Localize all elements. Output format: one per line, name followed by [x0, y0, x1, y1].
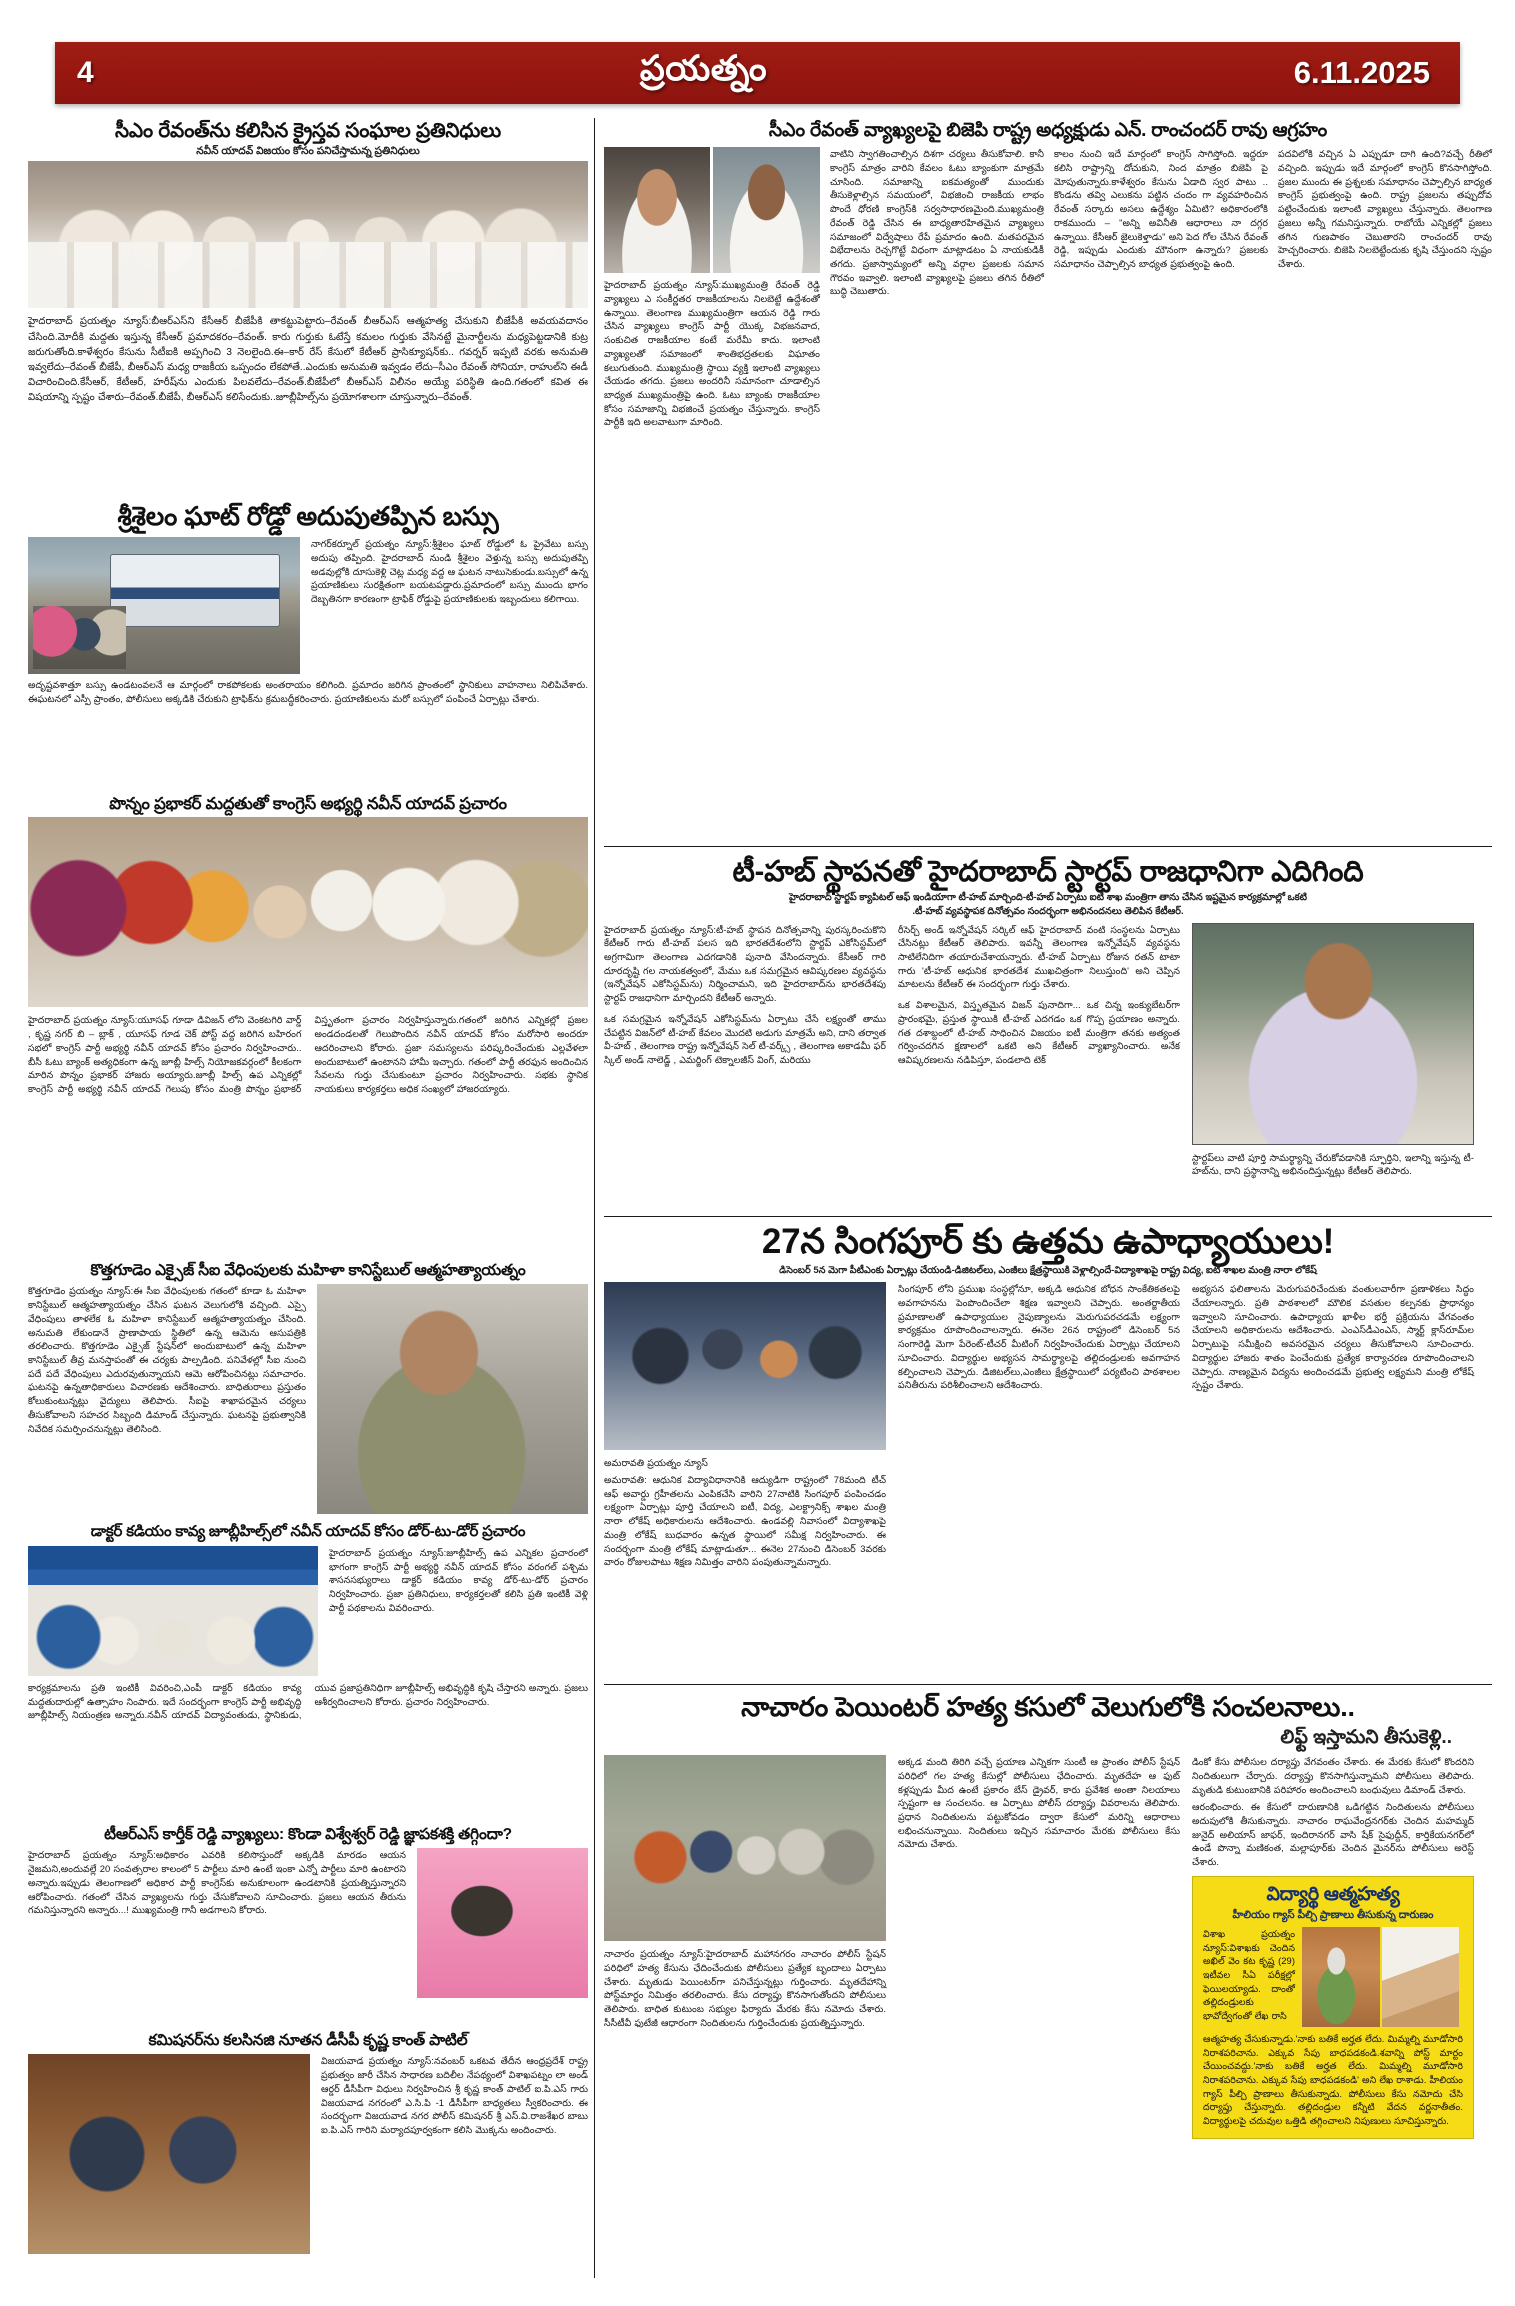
headline-ponnam-campaign: పొన్నం ప్రభాకర్ మద్దతుతో కాంగ్రెస్ అభ్యర్థి నవీన్ యాదవ్ ప్రచారం	[109, 795, 507, 813]
headline-nacharam-murder: నాచారం పెయింటర్ హత్య కసులో వెలుగులోకి సంచలనాలు..	[741, 1692, 1355, 1722]
publication-date: 6.11.2025	[1293, 55, 1430, 90]
body-nacharam-col3b: డింకో కేసు పోలీసుల దర్యాప్తు వేగవంతం చేశారు. ఈ మేరకు కేసులో కొందరిని నిందితులుగా చేర్చారు. దర్యాప్తు కొనసాగిస్తున్నామని పోలీసులు తెలిపారు. మృతుడి కుటుంబానికి పరిహారం అందించాలని బంధువులు డిమాండ్ చేశారు.	[1192, 1756, 1474, 1795]
body-christian-groups: హైదరాబాద్ ప్రయత్నం న్యూస్:బీఆర్ఎస్‌ని కేసీఆర్ బీజేపీకి తాకట్టుపెట్టారు–రేవంత్ బీఆర్ఎస్ ఆత్మహత్య చేసుకుని బీజేపీకి అవయవదానం చేసింది.మోదీకి మద్దతు ఇస్తున్న కేసీఆర్ ప్రమాదకరం–రేవంత్. కారు గుర్తుకు ఓటేస్తే కమలం గుర్తుకు వేసినట్టే మైనార్టీలను మధ్యపెట్టడానికి కుట్ర జరుగుతోంది.కాళేశ్వరం కేసును సీటీఐకి అప్పగించి 3 నెలలైంది.ఈ–కార్ రేస్ కేసులో కేటీఆర్ ప్రాసిక్యూషన్‌కు.. గవర్నర్ ఇప్పటి వరకు అనుమతి ఇవ్వలేదు–రేవంత్ బీజేపీ, బీఆర్ఎస్ మధ్య రాజకీయ ఒప్పందం లేకపోతే..ఎందుకు అనుమతి ఇవ్వడం లేదు–సీఎం రేవంత్ సోనియా, రాహుల్‌ని ఈడీ విచారించింది.కేసీఆర్, కేటీఆర్, హరీష్‌ను ఎందుకు పిలవలేదు–రేవంత్.బీజేపీలో బీఆర్ఎస్ విలీనం అయ్యే పరిస్థితి ఉంది.గతంలో కవిత ఈ విషయాన్ని స్పష్టం చేశారు–రేవంత్.బీజేపీ, బీఆర్ఎస్ కలిసేందుకు..జూబ్లీహిల్స్‌ను ప్రయోగశాలగా చూస్తున్నారు–రేవంత్.	[28, 316, 588, 404]
photo-police-officers	[28, 2054, 310, 2254]
photo-ramchander-rao	[604, 147, 710, 273]
article-christian-groups	[28, 120, 588, 406]
body-kadiyam-kavya-2: కార్యక్రమాలను ప్రతి ఇంటికీ వివరించి,ఎంపీ డాక్టర్ కడియం కావ్య మద్దతుదారుల్లో ఉత్సాహం నింపారు. ఇదే సందర్భంగా కాంగ్రెస్ పార్టీ అభివృద్ధి జూబ్లీహిల్స్ నియంత్రణ అన్నారు.నవీన్ యాదవ్ విద్యావంతుడు, స్థానికుడు, యువ ప్రజాప్రతినిధిగా జూబ్లీహిల్స్ అభివృద్ధికి కృషి చేస్తారని అన్నారు. ప్రజలు ఆశీర్వదించాలని కోరారు. ప్రచారం నిర్వహించారు.	[28, 1681, 588, 1721]
article-trs-karthik	[28, 1826, 588, 1998]
section-rule-3	[604, 1684, 1492, 1685]
body-thub-col2b: ఒక విశాలమైన, విస్తృతమైన విజన్ పునాదిగా... ఒక చిన్న ఇంక్యుబేటర్‌గా ప్రారంభమై, ప్రస్తుత స్థాయికి టీ-హబ్ ఎదగడం ఒక గొప్ప ప్రయాణం అన్నారు. గత దశాబ్దంలో టీ-హబ్ సాధించిన విజయం ఐటీ మంత్రిగా తనకు అత్యంత గర్వించదగిన క్షణాలలో ఒకటి అని కేటీఆర్ వ్యాఖ్యానించారు. అనేక ఆవిష్కరణలను నడిపిస్తూ, పండలాది టెక్	[898, 999, 1180, 1065]
headline-ramchander-rao: సీఎం రేవంత్ వ్యాఖ్యలపై బిజెపి రాష్ట్ర అధ్యక్షుడు ఎన్. రాంచందర్ రావు ఆగ్రహం	[768, 120, 1328, 141]
body-singapore-col2: సింగపూర్ లోని ప్రముఖ సంస్థల్లోనూ, అక్కడి ఆధునిక బోధన సాంకేతికతలపై అవగాహనను పెంపొందించేలా శిక్షణ ఇవ్వాలని చెప్పారు. అంతర్జాతీయ ప్రమాణాలతో ఉపాధ్యాయుల నైపుణ్యాలను మెరుగుపరచడమే లక్ష్యంగా కార్యక్రమం రూపొందించాలన్నారు. ఈనెల 26న రాష్ట్రంలో డిసెంబర్ 5న సంగారెడ్డి మెగా పేరెంట్-టీచర్ మీటింగ్ నిర్వహించేందుకు ఏర్పాట్లు చేయాలని సూచించారు. విద్యార్థుల అభ్యసన సామర్థ్యాలపై తల్లిదండ్రులకు అవగాహన కల్పించాలని చెప్పారు. డిజిటల్‌లు,ఎంజీలు క్షేత్రస్థాయిలో పర్యటించి పాఠశాలల పనితీరును పరిశీలించాలని ఆదేశించారు.	[898, 1283, 1180, 1391]
body-thub-col1a: హైదరాబాద్ ప్రయత్నం న్యూస్:టీ-హబ్ స్థాపన దినోత్సవాన్ని పురస్కరించుకొని కేటీఆర్ గారు టీ-హబ్ పలస ఇది భారతదేశంలోని స్టార్టప్ ఎకోసిస్టమ్‌లో అగ్రగామిగా తెలంగాణ ఎదగడానికి పునాది వేసిందన్నారు. కేసీఆర్ గారి దూరదృష్టి గల నాయకత్వంలో, మేము ఒక సమగ్రమైన ఆవిష్కరణల వ్యవస్థను (ఇన్నోవేషన్ ఎకోసిస్టమ్‌ను) నిర్మించామని, ఇది హైదరాబాద్‌ను భారతదేశపు స్టార్టప్ రాజధానిగా మార్చిందని కేటీఆర్ అన్నారు.	[604, 923, 886, 1004]
body-thub-col2a: రీసెర్చ్ అండ్ ఇన్నోవేషన్ సర్కిల్ ఆఫ్ హైదరాబాద్ వంటి సంస్థలను ఏర్పాటు చేసినట్లు కేటీఆర్ తెలిపారు. ఇవన్నీ తెలంగాణ ఇన్నోవేషన్ వ్యవస్థను సాటిలేనిదిగా తయారుచేశాయన్నారు. టీ-హబ్ ఏర్పాటు రోజున రతన్ టాటా గారు 'టీ-హబ్ ఆధునిక భారతదేశ ముఖచిత్రంగా నిలుస్తుంది' అని చెప్పిన మాటలను కేటీఆర్ ఈ సందర్భంగా గుర్తు చేశారు.	[898, 923, 1180, 990]
photo-lokesh-review-meeting	[604, 1282, 886, 1450]
headline-kadiyam-kavya: డాక్టర్ కడియం కావ్య జూబ్లీహిల్స్‌లో నవీన్ యాదవ్ కోసం డోర్-టు-డోర్ ప్రచారం	[90, 1523, 526, 1540]
subhead-thub-2: .టీ-హబ్ వ్యవస్థాపక దినోత్సవం సందర్భంగా అభినందనలు తెలిపిన కేటీఆర్.	[912, 905, 1184, 917]
photo-christian-delegation	[28, 161, 588, 308]
body-srisailam-bus-1: నాగర్‌కర్నూల్ ప్రయత్నం న్యూస్:శ్రీశైలం ఘాట్ రోడ్డులో ఓ ప్రైవేటు బస్సు అదుపు తప్పింది. హైదరాబాద్ నుండి శ్రీశైలం వెళ్తున్న బస్సు అదుపుతప్పి అడవుల్లోకి దూసుకెళ్లి చెట్ల మధ్య వద్ద ఆ ఘటన నాటుసెకుండు.బస్సులో ఉన్న ప్రయాణికులు సురక్షితంగా బయటపడ్డారు.ప్రమాదంలో బస్సు ముందు భాగం దెబ్బతినగా కారణంగా ట్రాఫిక్ రోడ్డుపై ప్రయాణికులకు ఇబ్బందులు కలిగాయి.	[311, 538, 588, 604]
headline-thub: టీ-హబ్ స్థాపనతో హైదరాబాద్ స్టార్టప్ రాజధానిగా ఎదిగింది	[732, 856, 1364, 888]
body-kothagudem-constable: కొత్తగూడెం ప్రయత్నం న్యూస్:ఈ సీఐ వేధింపులకు గతంలో కూడా ఓ మహిళా కానిస్టేబుల్ ఆత్మహత్యాయత్నం చేసిన ఘటన వెలుగులోకి వచ్చింది. ఎస్సై వేధింపులు తాళలేక ఓ మహిళా కానిస్టేబుల్ ఆత్మహత్యాయత్నం చేసింది. అనుమతి లేకుండానే ప్రాణాపాయ స్థితిలో ఉన్న ఆమెను ఆసుపత్రికి తరలించారు. కొత్తగూడెం ఎక్సైజ్ స్టేషన్‌లో అందుబాటులో ఉన్న మహిళా కానిస్టేబుల్ తీవ్ర మనస్తాపంతో ఈ చర్యకు పాల్పడింది. పనివేళల్లో సీఐ నుంచి పదే పదే వేధింపులు ఎదురవుతున్నాయని ఆమె ఆరోపించినట్లు సమాచారం. ఘటనపై ఉన్నతాధికారులు విచారణకు ఆదేశించారు. బాధితురాలు ప్రస్తుతం కోలుకుంటున్నట్లు వైద్యులు తెలిపారు. సీఐపై శాఖాపరమైన చర్యలు తీసుకోవాలని సహచర సిబ్బంది డిమాండ్ చేస్తున్నారు. ఘటనపై ప్రభుత్వానికి నివేదిక సమర్పించనున్నట్లు తెలిసింది.	[28, 1285, 306, 1434]
subhead-nacharam-murder: లిఫ్ట్ ఇస్తామని తీసుకెళ్లి..	[1280, 1727, 1452, 1749]
body-kadiyam-kavya-1: హైదరాబాద్ ప్రయత్నం న్యూస్:జూబ్లీహిల్స్ ఉప ఎన్నికల ప్రచారంలో భాగంగా కాంగ్రెస్ పార్టీ అభ్యర్థి నవీన్ యాదవ్ కోసం వరంగల్ పశ్చిమ శాసనసభ్యురాలు డాక్టర్ కడియం కావ్య డోర్-టు-డోర్ ప్రచారం నిర్వహించారు. ప్రజా ప్రతినిధులు, కార్యకర్తలతో కలిసి ప్రతి ఇంటికీ వెళ్లి పార్టీ పథకాలను వివరించారు.	[329, 1546, 588, 1613]
body-commissioner-dcp: విజయవాడ ప్రయత్నం న్యూస్:నవంబర్ ఒకటవ తేదీన ఆంధ్రప్రదేశ్ రాష్ట్ర ప్రభుత్వం జారీ చేసిన సాధారణ బదిలీల నేపథ్యంలో విశాఖపట్నం లా అండ్ ఆర్డర్ డీసీపీగా విధులు నిర్వహించిన శ్రీ కృష్ణ కాంత్ పాటిల్ ఐ.పి.ఎస్ గారు విజయవాడ నగరంలో ఎ.సి.పి -1 డీసీపీగా బాధ్యతలు స్వీకరించారు. ఈ సందర్భంగా విజయవాడ నగర పోలీస్ కమిషనర్ శ్రీ ఎస్.వి.రాజశేఖర బాబు ఐ.పి.ఎస్ గారిని మర్యాదపూర్వకంగా కలిసి మొక్కను అందించారు.	[321, 2055, 588, 2135]
masthead-banner	[55, 42, 1460, 104]
article-kadiyam-kavya	[28, 1524, 588, 1809]
body-student-suicide-col1: విశాఖ ప్రయత్నం న్యూస్:విశాఖకు చెందిన అఖిల్ వెం కట కృష్ణ (29) ఇటీవల సీఏ పరీక్షల్లో ఫెయిలయ్యాడు. దాంతో తల్లిదండ్రులకు భావోద్వేగంతో లేఖ రాసి	[1203, 1927, 1295, 2022]
body-singapore-col1a: అమరావతి ప్రయత్నం న్యూస్	[604, 1457, 708, 1469]
section-rule-1	[604, 846, 1492, 847]
article-thub	[604, 856, 1492, 1178]
headline-christian-groups: సీఎం రేవంత్‌ను కలిసిన క్రైస్తవ సంఘాల ప్రతినిధులు	[115, 120, 501, 142]
photo-bus-ghat-road	[28, 537, 300, 674]
article-ponnam-campaign	[28, 795, 588, 1231]
headline-student-suicide: విద్యార్థి ఆత్మహత్య	[1266, 1883, 1400, 1905]
body-singapore-col3: అభ్యసన ఫలితాలను మెరుగుపరిచేందుకు వంతులవారీగా ప్రణాళికలు సిద్ధం చేయాలన్నారు. ప్రతి పాఠశాలలో మౌలిక వసతుల కల్పనకు ప్రాధాన్యం ఇవ్వాలని సూచించారు. ఉపాధ్యాయ ఖాళీల భర్తీ ప్రక్రియను వేగవంతం చేయాలని అధికారులను ఆదేశించారు. ఎంఎస్‌డీఎంఎస్, స్మార్ట్ క్లాస్‌రూమ్‌ల ఏర్పాటుపై సమీక్షించి అవసరమైన చర్యలు తీసుకోవాలని సూచించారు. విద్యార్థుల హాజరు శాతం పెంచేందుకు ప్రత్యేక కార్యాచరణ రూపొందించాలని చెప్పారు. నాణ్యమైన విద్యను అందించడమే ప్రభుత్వ లక్ష్యమని మంత్రి లోకేష్ స్పష్టం చేశారు.	[1192, 1283, 1474, 1391]
article-kothagudem-constable	[28, 1262, 588, 1514]
body-nacharam-col2: అక్కడ మంది తిరిగి వచ్చే ప్రయాణ ఎన్నికగా సుంటీ ఆ ప్రాంతం పోలీస్ స్టేషన్ పరిధిలో గల హత్య కేసుల్లో పోలీసులు ఛేదించారు. మృతదేహ ఆ ఫుట్ కళ్లప్పుడు మీద ఉంటే ప్రకారం బేస్ డ్రైవర్, కారు ప్రవేశిక అంతా నిలయాలు స్పష్టంగా ఆ సంచలనం. ఆ ఏర్పాటు పోలీస్ దర్యాప్తు వివరాలను తెలిపారు. ప్రధాన నిందితులను పట్టుకోవడం ద్వారా కేసులో మరిన్ని ఆధారాలు లభించనున్నాయి. నిందితులు ఇచ్చిన సమాచారం మేరకు పోలీసులు కేసు నమోదు చేశారు.	[898, 1756, 1180, 1850]
photo-nacharam-street	[604, 1755, 886, 1941]
article-commissioner-dcp	[28, 2032, 588, 2254]
body-singapore-col1b: అమరావతి: ఆధునిక విద్యావిధానానికి ఆద్యుడిగా రాష్ట్రంలో 78మంది టీచ్ ఆఫ్ అవార్డు గ్రహీతలను ఎంపికచేసి వారిని 27నాటికి సింగపూర్ పంపించడం లక్ష్యంగా ఏర్పాట్లు పూర్తి చేయాలని ఐటీ, విద్య, ఎలక్ట్రానిక్స్ శాఖల మంత్రి నారా లోకేష్ అధికారులను ఆదేశించారు. ఉండవల్లి నివాసంలో విద్యాశాఖపై మంత్రి లోకేష్ బుధవారం ఉన్నత స్థాయిలో సమీక్ష నిర్వహించారు. ఈ సందర్భంగా మంత్రి లోకేష్ మాట్లాడుతూ... ఈనెల 27నుంచి డిసెంబర్ 3వరకు వారం రోజులపాటు శిక్షణ నిమిత్తం వారిని పంపుతున్నామన్నారు.	[604, 1473, 886, 1568]
body-srisailam-bus-2: అదృష్టవశాత్తూ బస్సు ఉండటంవలనే ఆ మార్గంలో రాకపోకలకు అంతరాయం కలిగింది. ప్రమాదం జరిగిన ప్రాంతంలో స్థానికులు వాహనాలు నిలిపివేశారు. ఈఘటనలో ఎస్పీ ప్రాంతం, పోలీసులు అక్కడికి చేరుకుని ట్రాఫిక్‌ను క్రమబద్ధీకరించారు. ప్రయాణికులను మరో బస్సులో పంపించే ఏర్పాట్లు చేశారు.	[28, 679, 588, 704]
body-ramchander-rao-col2: వాటిని స్వాగతించాల్సిన దిశగా చర్యలు తీసుకోవాలి. కానీ కాంగ్రెస్ మాత్రం వారిని కేవలం ఓటు బ్యాంకుగా మాత్రమే చూసింది. సమాజాన్ని ఐకమత్యంతో ముందుకు తీసుకెళ్లాల్సిన సమయంలో, విభజించి రాజకీయ లాభం పొందే ధోరణి కాంగ్రెస్‌కి సర్వసాధారణమైంది.ముఖ్యమంత్రి రేవంత్ రెడ్డి చేసిన ఈ బాధ్యతారహితమైన వ్యాఖ్యలు సమాజంలో విద్వేషాలు రేపే ప్రమాదం ఉంది. మతపరమైన విభేదాలను రెచ్చగొట్టే విధంగా మాట్లాడటం ఏ నాయకుడికీ తగదు. ప్రజాస్వామ్యంలో అన్ని వర్గాల ప్రజలకు సమాన గౌరవం ఇవ్వాలి. ఇలాంటి వ్యాఖ్యలపై ప్రజలు తగిన రీతిలో బుద్ధి చెబుతారు.	[830, 148, 1044, 297]
photo-congress-banner	[28, 1546, 318, 1676]
body-thub-col1b: ఒక సమగ్రమైన ఇన్నోవేషన్ ఎకోసిస్టమ్‌ను ఏర్పాటు చేసే లక్ష్యంతో తాము చేపట్టిన విజన్‌లో టీ-హబ్ కేవలం మొదటి అడుగు మాత్రమే అని, దాని తర్వాత వీ-హబ్ , తెలంగాణ రాష్ట్ర ఇన్నోవేషన్ సెల్ టీ-వర్క్స్ , తెలంగాణ అకాడమీ ఫర్ స్కిల్ అండ్ నాలెడ్జ్ , ఎమర్జింగ్ టెక్నాలజీస్ వింగ్, మరియు	[604, 1012, 886, 1065]
headline-srisailam-bus: శ్రీశైలం ఘాట్ రోడ్డో అదుపుతప్పిన బస్సు	[117, 501, 499, 531]
body-trs-karthik: హైదరాబాద్ ప్రయత్నం న్యూస్:అధికారం ఎవరికి కలిసొస్తుందో అక్కడికి మారడం ఆయన నైజమని,అందువల్లే 20 సంవత్సరాల కాలంలో 5 పార్టీలు మారి ఉంటే ఇంకా ఎన్నో పార్టీలు మారి ఉంటారని అన్నారు.ఇప్పుడు తెలంగాణలో అధికార పార్టీ కాంగ్రెస్‌కు అనుకూలంగా ఉండటానికి ప్రయత్నిస్తున్నారని ఆరోపించారు. గతంలో చేసిన వ్యాఖ్యలను గుర్తు చేసుకోవాలని సూచించారు. ప్రజలు ఆయన తీరును గమనిస్తున్నారని అన్నారు...! ముఖ్యమంత్రి గానీ అడగాలని కోరారు.	[28, 1849, 406, 1916]
article-ramchander-rao	[604, 120, 1492, 429]
column-divider	[594, 118, 595, 2278]
subhead-thub-1: హైదరాబాద్ స్టార్టప్ క్యాపిటల్ ఆఫ్ ఇండియాగా టీ-హబ్ మార్చింది-టీ-హబ్ ఏర్పాటు ఐటీ శాఖ మంత్రిగా తాను చేసిన ఇష్టమైన కార్యక్రమాల్లో ఒకటి	[788, 892, 1308, 904]
body-student-suicide: ఆత్మహత్య చేసుకున్నాడు.'నాకు బతికే అర్హత లేదు. మిమ్మల్ని మూడోసారి నిరాశపరిచాను. ఎక్కువ సేపు బాధపడకండి.శవాన్ని పోస్ట్ మార్టం చేయించవద్దు.'నాకు బతికే అర్హత లేదు. మిమ్మల్ని మూడోసారి నిరాశపరిచాను. ఎక్కువ సేపు బాధపడకండి' అని లేఖ రాశాడు. హీలియం గ్యాస్ పీల్చి ప్రాణాలు తీసుకున్నాడు. పోలీసులు కేసు నమోదు చేసి దర్యాప్తు చేస్తున్నారు. తల్లిదండ్రుల కన్నీటి వేదన వర్ణనాతీతం. విద్యార్థులపై చదువుల ఒత్తిడి తగ్గించాలని నిపుణులు సూచిస్తున్నారు.	[1203, 2032, 1463, 2127]
headline-kothagudem-constable: కొత్తగూడెం ఎక్సైజ్ సీఐ వేధింపులకు మహిళా కానిస్టేబుల్ ఆత్మహత్యాయత్నం	[90, 1262, 526, 1279]
headline-trs-karthik: టీఆర్ఎస్ కార్తీక్ రెడ్డి వ్యాఖ్యలు: కొండా విశ్వేశ్వర్ రెడ్డి జ్ఞాపకశక్తి తగ్గిందా?	[104, 1826, 512, 1843]
page-number: 4	[77, 56, 94, 89]
body-ponnam-campaign: హైదరాబాద్ ప్రయత్నం న్యూస్:యూసఫ్ గూడా డివిజన్ లోని వెంకటగిరి వార్డ్ , కృష్ణ నగర్ బి – బ్లాక్ , యూసఫ్ గూడ చెక్ పోస్ట్ వద్ద జరిగిన బహిరంగ సభలో కాంగ్రెస్ పార్టీ అభ్యర్థి నవీన్ యాదవ్ కోసం ప్రచారం నిర్వహించారు.. బీసీ ఓటు బ్యాంక్ అత్యధికంగా ఉన్న జూబ్లీ హిల్స్ నియోజకవర్గంలో కీలకంగా మారిన పొన్నం ప్రభాకర్ హాజరు అయ్యారు.జూబ్లీ హిల్స్ ఉప ఎన్నికల్లో కాంగ్రెస్ పార్టీ అభ్యర్థి నవీన్ యాదవ్ గెలుపు కోసం మంత్రి పొన్నం ప్రభాకర్ విస్తృతంగా ప్రచారం నిర్వహిస్తున్నారు.గతంలో జరిగిన ఎన్నికల్లో ప్రజల అండదండలతో గెలుపొందిన నవీన్ యాదవ్ కోసం మరోసారి అందరూ ఆదరించాలని కోరారు. ప్రజా సమస్యలను పరిష్కరించేందుకు ఎల్లవేళలా అందుబాటులో ఉంటానని హామీ ఇచ్చారు. గతంలో పార్టీ తరఫున అందించిన సేవలను గుర్తు చేసుకుంటూ ప్రచారం నిర్వహించారు. సభకు స్థానిక నాయకులు కార్యకర్తలు అధిక సంఖ్యలో హాజరయ్యారు.	[28, 1014, 588, 1095]
photo-pink-car-man	[417, 1848, 588, 1998]
newspaper-title: ప్రయత్నం	[639, 49, 768, 88]
subhead-singapore-teachers: డిసెంబర్ 5న మెగా పీటీఎంకు ఏర్పాట్లు చేయండి-డిజిటల్‌లు, ఎంజీలు క్షేత్రస్థాయికి వెళ్లాల్సిందే-విద్యాశాఖపై రాష్ట్ర విద్య, ఐటీ శాఖల మంత్రి నారా లోకేష్	[779, 1265, 1317, 1277]
article-srisailam-bus	[28, 492, 588, 706]
headline-singapore-teachers: 27న సింగపూర్ కు ఉత్తమ ఉపాధ్యాయులు!	[761, 1222, 1335, 1261]
headline-commissioner-dcp: కమిషనర్‌ను కలసినజి నూతన డీసీపీ కృష్ణ కాంత్ పాటిల్	[148, 2032, 468, 2049]
student-suicide-box	[1192, 1876, 1474, 2139]
photo-revanth-reddy	[713, 147, 820, 273]
body-nacharam-col1: నాచారం ప్రయత్నం న్యూస్:హైదరాబాద్ మహానగరం నాచారం పోలీస్ స్టేషన్ పరిధిలో హత్య కేసును ఛేదించేందుకు పోలీసులు ప్రత్యేక బృందాలు ఏర్పాటు చేశారు. మృతుడు పెయింటర్‌గా పనిచేస్తున్నట్లు గుర్తించారు. మృతదేహాన్ని పోస్ట్‌మార్టం నిమిత్తం తరలించారు. కేసు దర్యాప్తు కొనసాగుతోందని పోలీసులు తెలిపారు. బాధిత కుటుంబ సభ్యుల ఫిర్యాదు మేరకు కేసు నమోదు చేశారు. సీసీటీవీ ఫుటేజీ ఆధారంగా నిందితులను గుర్తించేందుకు ప్రయత్నిస్తున్నారు.	[604, 1948, 886, 2028]
body-ramchander-rao-col3: కాలం నుంచి ఇదే మార్గంలో కాంగ్రెస్ సాగిస్తోంది. ఇద్దరూ కలిసి రాష్ట్రాన్ని దోచుకుని, నింద మాత్రం బిజెపి పై మోపుతున్నారు.కాళేశ్వరం కేసును ఏడాది స్వర పాటు .. కొండను తవ్వి ఎలుకను పట్టిన చందం గా వ్యవహరించిన రేవంత్ సర్కారు అసలు ఉద్దేశ్యం ఏమిటి? అధికారంలోకి రాకముందు – "అన్ని అవినీతి ఆధారాలు నా దగ్గర ఉన్నాయి. కేసీఆర్ జైలుకెళ్తాడు" అని పెద గోల చేసిన రేవంత్ రెడ్డి, ఇప్పుడు ఎందుకు మౌనంగా ఉన్నారు? ప్రజలకు సమాధానం చెప్పాల్సిన బాధ్యత ప్రభుత్వంపై ఉంది.	[1054, 148, 1268, 270]
body-nacharam-col3: ఆరంభించారు. ఈ కేసులో దారుణానికి ఒడిగట్టిన నిందితులను పోలీసులు అదుపులోకి తీసుకున్నారు. నాచారం రాఘవేంద్రనగర్‌కు చెందిన మహమ్మద్ జునైద్ అలియాస్ జాఫర్, ఇందిరానగర్ వాసి షేక్ సైఫుద్దీన్, కార్తికేయనగర్‌లో ఉండే పొన్నా మణికంత, మల్లాపూర్‌కు చెందిన మైనర్‌ను పోలీసులు అరెస్ట్ చేశారు.	[1192, 1801, 1474, 1868]
article-nacharam-murder	[604, 1692, 1492, 2139]
body-thub-col3: స్టార్టప్‌లు వాటి పూర్తి సామర్థ్యాన్ని చేరుకోవడానికి స్ఫూర్తిని, ఇలాన్ని ఇస్తున్న టీ-హబ్‌ను, దాని ప్రస్థానాన్ని అభినందిస్తున్నట్లు కేటీఆర్ తెలిపారు.	[1192, 1151, 1474, 1177]
photo-woman-constable	[317, 1284, 588, 1514]
section-rule-2	[604, 1216, 1492, 1217]
body-ramchander-rao-col1: హైదరాబాద్ ప్రయత్నం న్యూస్:ముఖ్యమంత్రి రేవంత్ రెడ్డి వ్యాఖ్యలు ఎ సంకీర్ణతర రాజకీయాలను నిలబెట్టే ఉద్దేశంతో ఉన్నాయి. తెలంగాణ ముఖ్యమంత్రిగా ఆయన రెడ్డి గారు చేసిన వ్యాఖ్యలు కాంగ్రెస్ పార్టీ యొక్క విభజనవాద, సంకుచిత రాజకీయాల కంటే మరేమీ కాదు. ఇలాంటి వ్యాఖ్యలతో సమాజంలో శాంతిభద్రతలకు విఘాతం కలుగుతుంది. ముఖ్యమంత్రి స్థాయి వ్యక్తి ఇలాంటి వ్యాఖ్యలు చేయడం తగదు. ప్రజలు అందరినీ సమానంగా చూడాల్సిన బాధ్యత ముఖ్యమంత్రిపై ఉంది. ఓటు బ్యాంకు రాజకీయాల కోసం సమాజాన్ని విభజించే ప్రయత్నం చేస్తున్నారు. కాంగ్రెస్ పార్టీకి ఇది అలవాటుగా మారింది.	[604, 279, 820, 428]
subhead-christian-groups: నవీన్ యాదవ్ విజయం కోసం పనిచేస్తామన్న ప్రతినిధులు	[196, 145, 420, 158]
photo-ktr	[1192, 923, 1474, 1145]
article-singapore-teachers	[604, 1222, 1492, 1569]
subhead-student-suicide: హీలియం గ్యాస్ పీల్చి ప్రాణాలు తీసుకున్న దారుణం	[1232, 1908, 1434, 1921]
photo-helium-student	[1302, 1927, 1380, 2027]
photo-writing-hand	[1382, 1927, 1459, 2027]
body-ramchander-rao-col4: పదవిలోకి వచ్చిన ఏ ఎప్పుడూ దాగి ఉంది?వచ్చే రీతిలో వచ్చింది. ఇప్పుడు ఇదే మార్గంలో కాంగ్రెస్ కొనసాగిస్తోంది. ప్రజల ముందు ఈ ప్రశ్నలకు సమాధానం చెప్పాల్సిన బాధ్యత కాంగ్రెస్ ప్రభుత్వంపై ఉంది. రాష్ట్ర ప్రజలను తప్పుదోవ పట్టించేందుకు ఇలాంటి వ్యాఖ్యలు చేస్తున్నారు. తెలంగాణ ప్రజలు అన్నీ గమనిస్తున్నారు. రాబోయే ఎన్నికల్లో ప్రజలు తగిన గుణపాఠం చెబుతారని రాంచందర్ రావు హెచ్చరించారు. బిజెపి నిలబెట్టేందుకు కృషి చేస్తుందని స్పష్టం చేశారు.	[1278, 148, 1492, 270]
photo-ponnam-rally	[28, 817, 588, 1007]
